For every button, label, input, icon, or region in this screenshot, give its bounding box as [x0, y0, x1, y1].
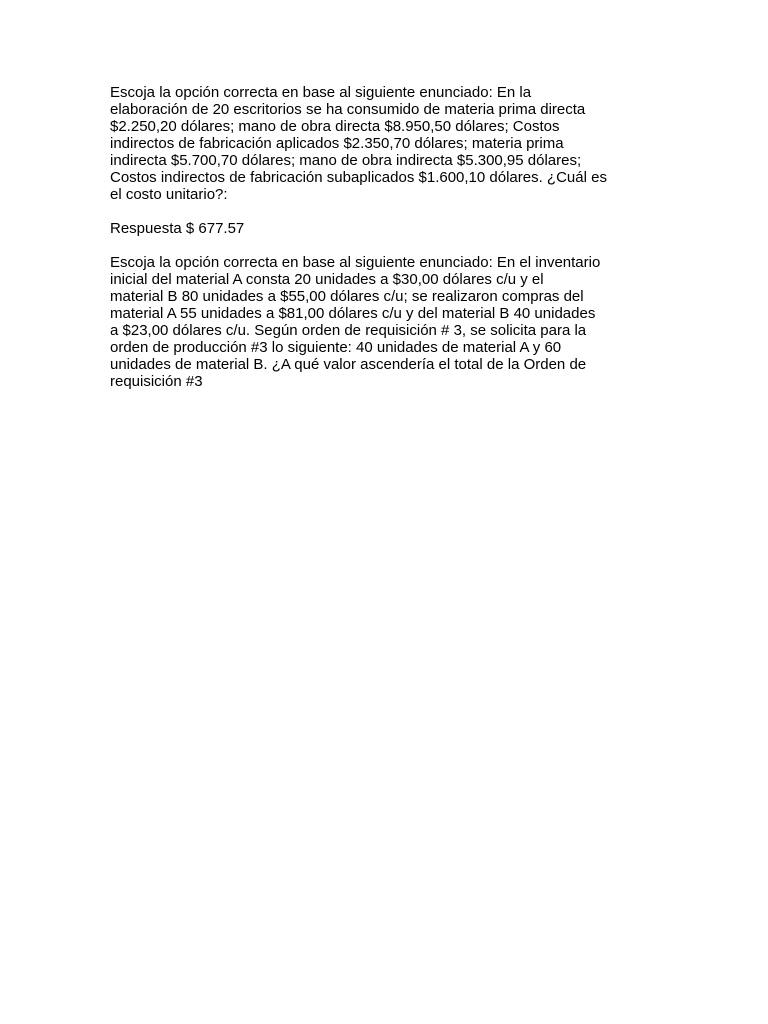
- document-page: [110, 84, 630, 407]
- answer-1-text: Respuesta $ 677.57: [110, 220, 245, 237]
- question-2-text: Escoja la opción correcta en base al siguiente enunciado: En el inventario inicial del material A consta 20 unidades a $30,00 dólares c/u y el material B 80 unidades a $55,00 dólares c/u; se realizaron compras del material A 55 unidades a $81,00 dólares c/u y del material B 40 unidades a $23,00 dólares c/u. Según orden de requisición # 3, se solicita para la orden de producción #3 lo siguiente: 40 unidades de material A y 60 unidades de material B. ¿A qué valor ascendería el total de la Orden de requisición #3: [110, 254, 601, 390]
- question-1-text: Escoja la opción correcta en base al siguiente enunciado: En la elaboración de 20 escritorios se ha consumido de materia prima directa $2.250,20 dólares; mano de obra directa $8.950,50 dólares; Costos indirectos de fabricación aplicados $2.350,70 dólares; materia prima indirecta $5.700,70 dólares; mano de obra indirecta $5.300,95 dólares; Costos indirectos de fabricación subaplicados $1.600,10 dólares. ¿Cuál es el costo unitario?:: [110, 84, 607, 203]
